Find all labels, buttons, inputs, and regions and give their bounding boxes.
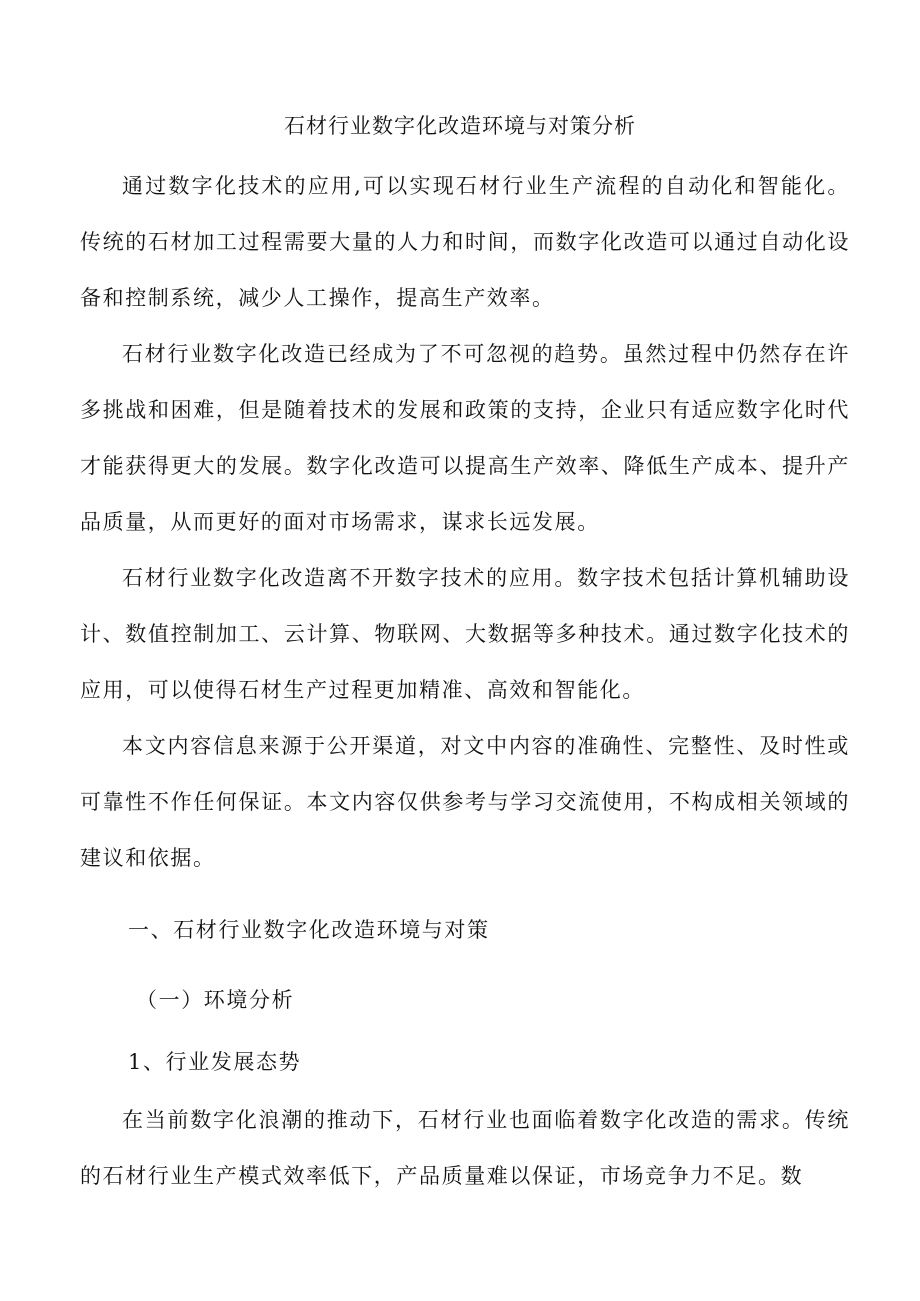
paragraph-1: 通过数字化技术的应用,可以实现石材行业生产流程的自动化和智能化。传统的石材加工过程需要大量的人力和时间，而数字化改造可以通过自动化设备和控制系统，减少人工操作，提高生产效率。	[80, 174, 850, 310]
section-heading: 一、石材行业数字化改造环境与对策	[128, 918, 490, 942]
paragraph-2: 石材行业数字化改造已经成为了不可忽视的趋势。虽然过程中仍然存在许多挑战和困难，但是随着技术的发展和政策的支持，企业只有适应数字化时代才能获得更大的发展。数字化改造可以提高生产效率、降低生产成本、提升产品质量，从而更好的面对市场需求，谋求长远发展。	[80, 342, 850, 534]
paragraph-4: 本文内容信息来源于公开渠道，对文中内容的准确性、完整性、及时性或可靠性不作任何保证。本文内容仅供参考与学习交流使用，不构成相关领域的建议和依据。	[80, 734, 850, 870]
item-heading: 1、行业发展态势	[128, 1050, 302, 1074]
subsection-heading: （一）环境分析	[136, 988, 295, 1012]
paragraph-3: 石材行业数字化改造离不开数字技术的应用。数字技术包括计算机辅助设计、数值控制加工、云计算、物联网、大数据等多种技术。通过数字化技术的应用，可以使得石材生产过程更加精准、高效和智能化。	[80, 566, 850, 702]
final-paragraph: 在当前数字化浪潮的推动下，石材行业也面临着数字化改造的需求。传统的石材行业生产模式效率低下，产品质量难以保证，市场竞争力不足。数	[80, 1108, 850, 1188]
document-title: 石材行业数字化改造环境与对策分析	[284, 114, 636, 138]
